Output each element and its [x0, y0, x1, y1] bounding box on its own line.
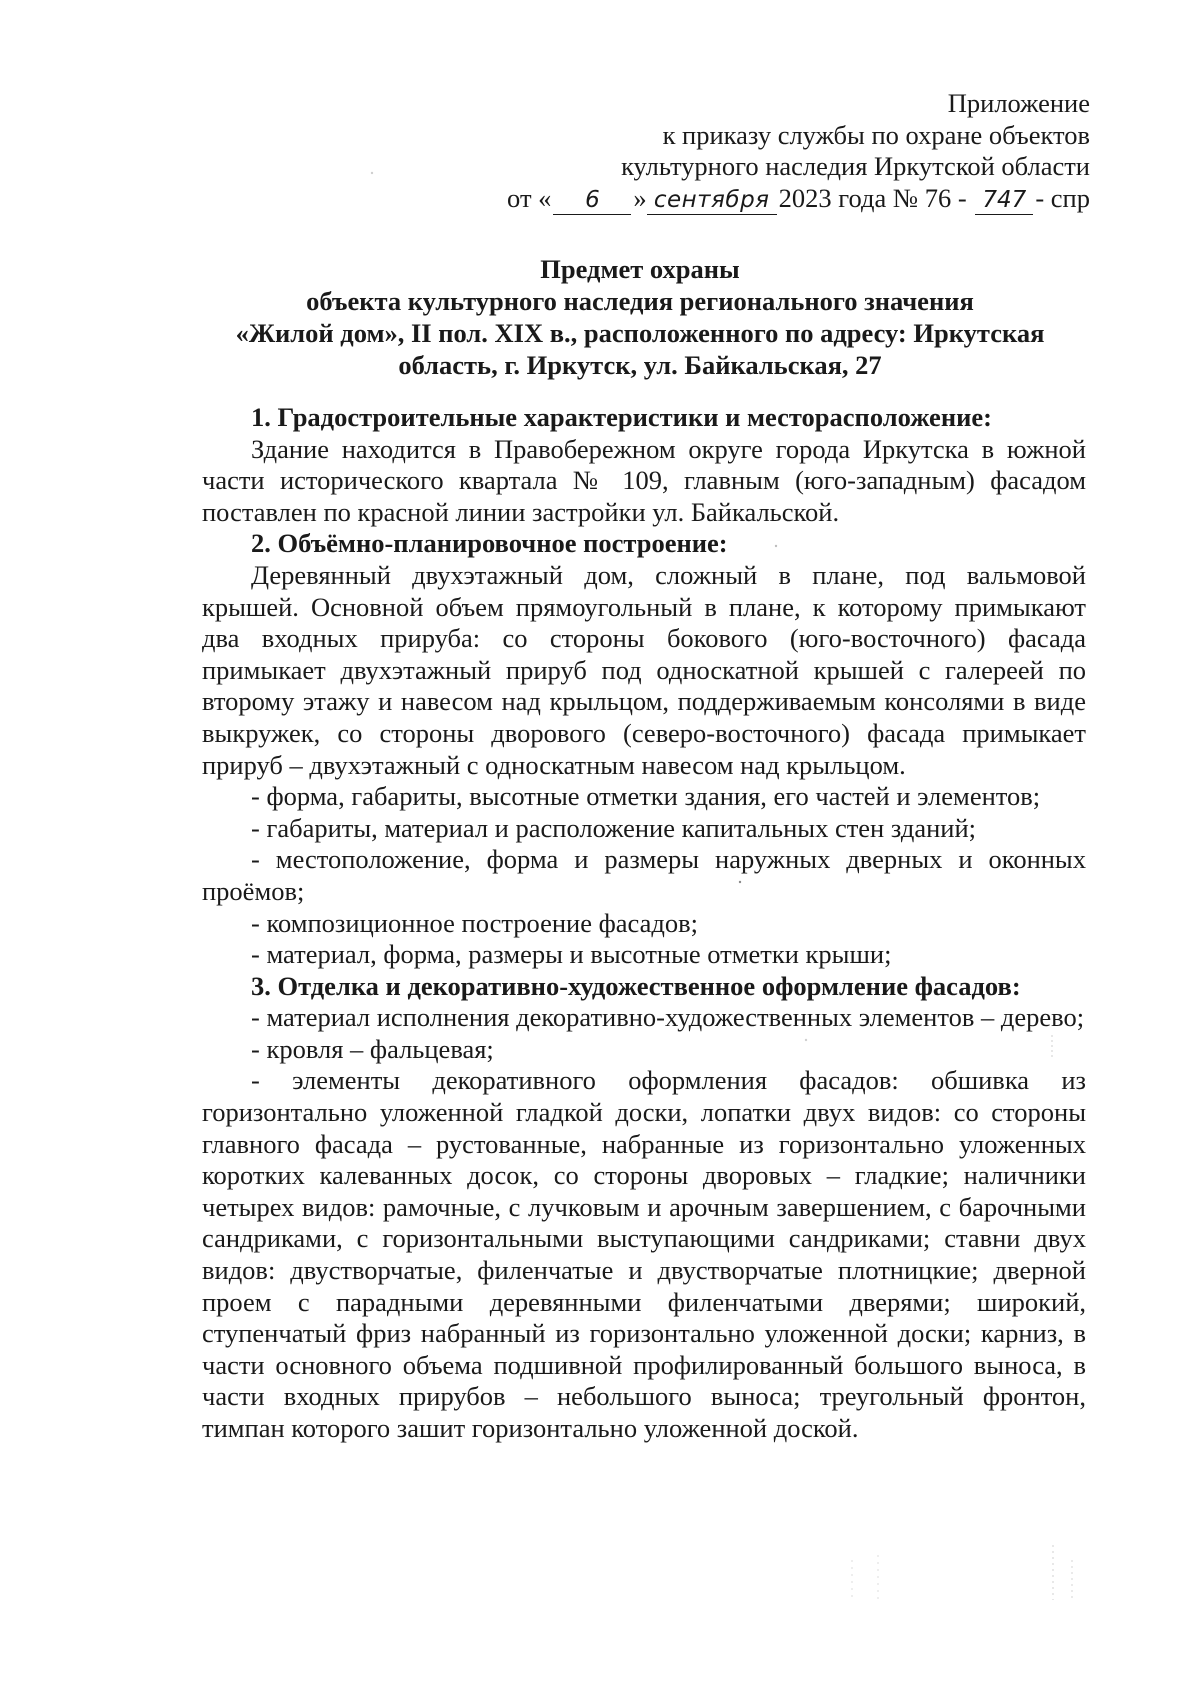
section-1-heading: 1. Градостроительные характеристики и месторасположение:	[251, 402, 992, 432]
section-3-item: - кровля – фальцевая;	[251, 1033, 494, 1064]
appendix-agency-line: культурного наследия Иркутской области	[621, 151, 1090, 181]
section-2-item: - габариты, материал и расположение капитальных стен зданий;	[251, 812, 976, 843]
section-3-item: - материал исполнения декоративно-художественных элементов – дерево;	[251, 1002, 1085, 1033]
title-line-2: объекта культурного наследия регионального значения	[306, 286, 974, 316]
section-2-item: - местоположение, форма и размеры наружных дверных и оконных проёмов;	[202, 844, 1086, 906]
handwritten-doc-number: 747	[975, 187, 1033, 215]
section-1-text: Здание находится в Правобережном округе города Иркутска в южной части исторического квартала № 109, главным (юго-западным) фасадом поставлен по красной линии застройки ул. Байкальской.	[202, 433, 1086, 527]
date-prefix: от «	[507, 182, 552, 213]
section-2-item: - форма, габариты, высотные отметки здания, его частей и элементов;	[251, 781, 1041, 812]
handwritten-month: сентября	[647, 187, 777, 215]
appendix-order-line: к приказу службы по охране объектов	[662, 119, 1090, 150]
title-line-4: область, г. Иркутск, ул. Байкальская, 27	[398, 350, 882, 380]
date-quote-close: »	[633, 182, 647, 213]
doc-number-suffix: - спр	[1035, 182, 1090, 213]
appendix-label: Приложение	[947, 88, 1090, 118]
date-year-order: 2023 года № 76 -	[778, 182, 967, 213]
handwritten-day: 6	[553, 187, 631, 215]
section-2-item: - композиционное построение фасадов;	[251, 907, 698, 938]
section-2-text: Деревянный двухэтажный дом, сложный в плане, под вальмовой крышей. Основной объем прямоугольный в плане, к которому примыкают два входных прируба: со стороны бокового (юго-восточного) фасада примыкает двухэтажный прируб под односкатной крышей с галереей по второму этажу и навесом над крыльцом, поддерживаемым консолями в виде выкружек, со стороны дворового (северо-восточного) фасада примыкает прируб – двухэтажный с односкатным навесом над крыльцом.	[202, 559, 1086, 780]
title-line-1: Предмет охраны	[540, 254, 740, 284]
title-line-3: «Жилой дом», II пол. XIX в., расположенного по адресу: Иркутская	[235, 318, 1045, 348]
section-2-item: - материал, форма, размеры и высотные отметки крыши;	[251, 939, 892, 970]
section-2-heading: 2. Объёмно-планировочное построение:	[251, 528, 728, 559]
section-3-item: - элементы декоративного оформления фасадов: обшивка из горизонтально уложенной гладкой доски, лопатки двух видов: со стороны главного фасада – рустованные, набранные из горизонтально уложенных коротких калеванных досок, со стороны дворовых – гладкие; наличники четырех видов: рамочные, с лучковым и арочным завершением, с барочными сандриками, с горизонтальными выступающими сандриками; ставни двух видов: двустворчатые, филенчатые и двустворчатые плотницкие; дверной проем с парадными деревянными филенчатыми дверями; широкий, ступенчатый фриз набранный из горизонтально уложенной доски; карниз, в части основного объема подшивной профилированный большого выноса, в части входных прирубов – небольшого выноса; треугольный фронтон, тимпан которого зашит горизонтально уложенной доской.	[202, 1065, 1086, 1443]
section-3-heading: 3. Отделка и декоративно-художественное оформление фасадов:	[251, 970, 1021, 1001]
